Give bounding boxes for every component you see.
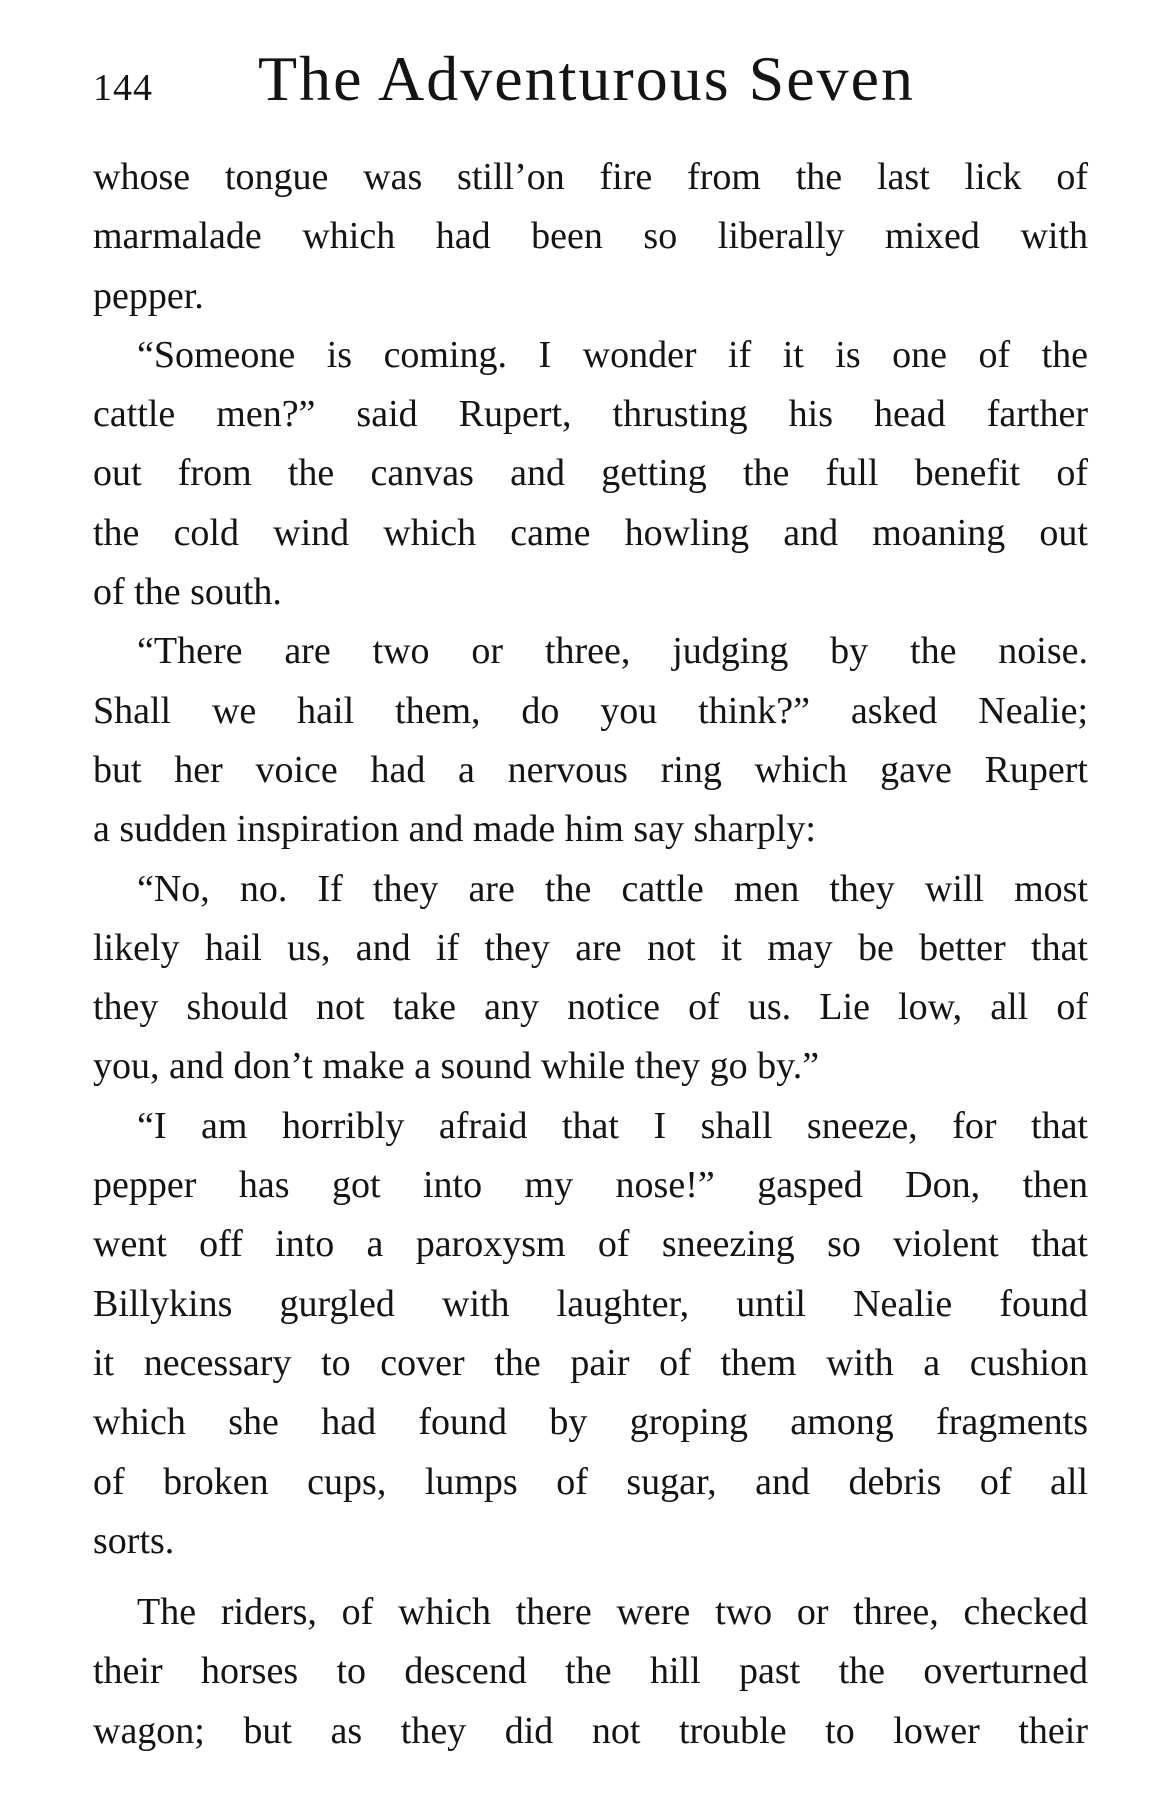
paragraph xyxy=(93,1097,1088,1571)
text-line: Shall we hail them, do you think?” asked Nealie; xyxy=(93,689,1088,732)
paragraph xyxy=(93,148,1088,326)
text-line: marmalade which had been so liberally mixed with xyxy=(93,215,1088,258)
text-line: of broken cups, lumps of sugar, and debris of all xyxy=(93,1460,1088,1503)
text-line: they should not take any notice of us. Lie low, all of xyxy=(93,986,1088,1029)
text-line: out from the canvas and getting the full benefit of xyxy=(93,452,1088,495)
running-header xyxy=(93,42,1093,122)
text-line: cattle men?” said Rupert, thrusting his head farther xyxy=(93,393,1088,436)
paragraph xyxy=(93,860,1088,1097)
text-line: which she had found by groping among fragments xyxy=(93,1401,1088,1444)
text-line: you, and don’t make a sound while they go by.” xyxy=(93,1045,820,1088)
text-line: “I am horribly afraid that I shall sneeze, for that xyxy=(137,1104,1088,1147)
paragraph xyxy=(93,326,1088,622)
text-line: “Someone is coming. I wonder if it is one of the xyxy=(137,333,1088,376)
text-line: wagon; but as they did not trouble to lower their xyxy=(93,1709,1088,1752)
text-line: a sudden inspiration and made him say sharply: xyxy=(93,808,816,851)
text-line: of the south. xyxy=(93,571,282,614)
text-line: their horses to descend the hill past the overturned xyxy=(93,1650,1088,1693)
text-line: whose tongue was still’on fire from the last lick of xyxy=(93,156,1088,198)
text-line: went off into a paroxysm of sneezing so violent that xyxy=(93,1223,1088,1266)
paragraph xyxy=(93,1583,1088,1761)
paragraph xyxy=(93,622,1088,859)
text-line: pepper has got into my nose!” gasped Don, then xyxy=(93,1164,1088,1207)
text-line: pepper. xyxy=(93,274,204,317)
text-line: it necessary to cover the pair of them with a cushion xyxy=(93,1341,1088,1384)
text-line: The riders, of which there were two or three, checked xyxy=(137,1591,1088,1634)
running-title: The Adventurous Seven xyxy=(258,43,915,114)
text-line: likely hail us, and if they are not it may be better that xyxy=(93,926,1088,969)
text-line: the cold wind which came howling and moaning out xyxy=(93,511,1088,554)
text-line: Billykins gurgled with laughter, until Nealie found xyxy=(93,1282,1088,1325)
text-line: “No, no. If they are the cattle men they will most xyxy=(137,867,1088,910)
text-line: but her voice had a nervous ring which gave Rupert xyxy=(93,748,1088,791)
body-text xyxy=(93,148,1088,1761)
text-line: sorts. xyxy=(93,1519,175,1562)
page-number: 144 xyxy=(93,67,153,109)
text-line: “There are two or three, judging by the noise. xyxy=(137,630,1088,673)
